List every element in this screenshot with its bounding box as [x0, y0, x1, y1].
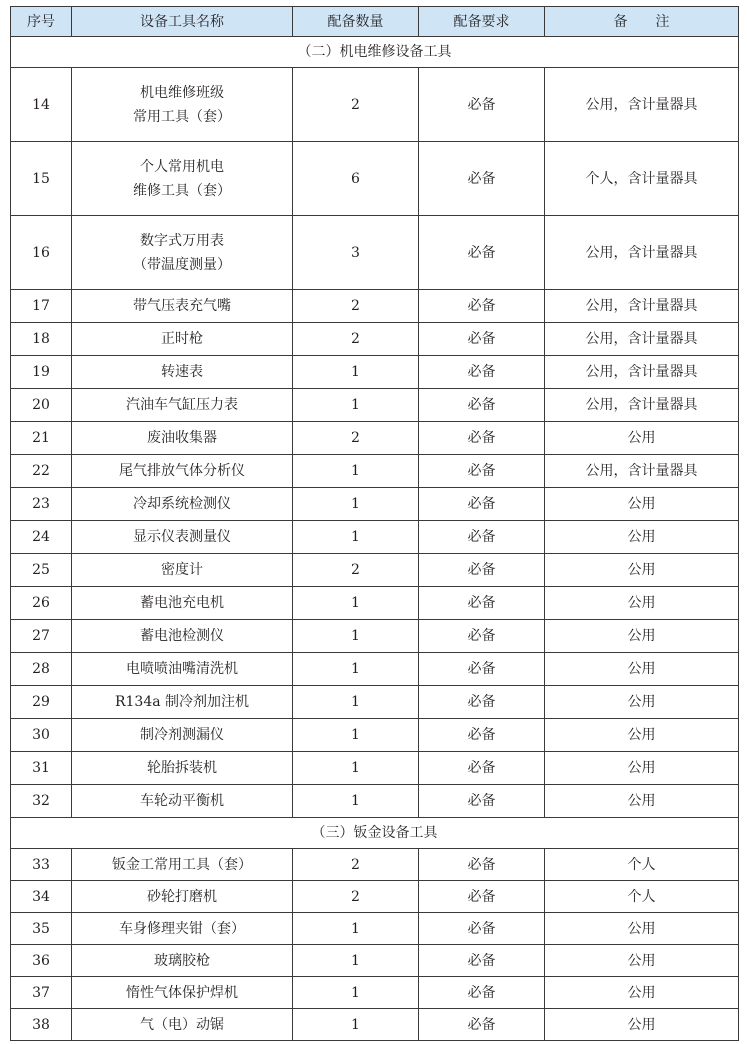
name-line: 砂轮打磨机	[147, 888, 217, 905]
cell-name	[72, 977, 293, 1009]
cell-req: 必备	[419, 68, 545, 142]
table-row	[11, 422, 739, 455]
cell-note: 公用	[545, 913, 739, 945]
cell-name	[72, 752, 293, 785]
cell-name	[72, 719, 293, 752]
cell-no: 24	[11, 521, 72, 554]
cell-note: 公用	[545, 1009, 739, 1041]
cell-req: 必备	[419, 785, 545, 818]
table-row	[11, 913, 739, 945]
table-row	[11, 554, 739, 587]
cell-note: 公用，含计量器具	[545, 323, 739, 356]
cell-req: 必备	[419, 913, 545, 945]
equipment-table	[10, 6, 739, 1041]
name-line: 车身修理夹钳（套）	[119, 920, 245, 937]
cell-qty: 1	[293, 977, 419, 1009]
cell-req: 必备	[419, 290, 545, 323]
cell-name	[72, 356, 293, 389]
cell-qty: 6	[293, 142, 419, 216]
cell-name	[72, 849, 293, 881]
table-row	[11, 686, 739, 719]
cell-no: 27	[11, 620, 72, 653]
cell-note: 公用	[545, 554, 739, 587]
cell-no: 21	[11, 422, 72, 455]
cell-qty: 1	[293, 752, 419, 785]
cell-note: 公用	[545, 977, 739, 1009]
cell-req: 必备	[419, 216, 545, 290]
cell-req: 必备	[419, 752, 545, 785]
table-body	[11, 37, 739, 1041]
table-row	[11, 1009, 739, 1041]
cell-note: 公用，含计量器具	[545, 389, 739, 422]
cell-qty: 2	[293, 422, 419, 455]
cell-note: 公用	[545, 653, 739, 686]
name-line: 蓄电池充电机	[140, 595, 224, 611]
section-row	[11, 37, 739, 68]
table-row	[11, 653, 739, 686]
table-row	[11, 977, 739, 1009]
cell-no: 29	[11, 686, 72, 719]
cell-note: 公用	[545, 785, 739, 818]
table-row	[11, 216, 739, 290]
name-line: 数字式万用表	[140, 232, 224, 249]
cell-no: 17	[11, 290, 72, 323]
header-row	[11, 7, 739, 37]
header-req: 配备要求	[419, 7, 545, 37]
cell-req: 必备	[419, 686, 545, 719]
cell-note: 公用	[545, 686, 739, 719]
section-title: （三）钣金设备工具	[11, 818, 739, 849]
table-row	[11, 881, 739, 913]
cell-note: 公用，含计量器具	[545, 68, 739, 142]
cell-qty: 2	[293, 290, 419, 323]
table-row	[11, 849, 739, 881]
cell-no: 14	[11, 68, 72, 142]
table-row	[11, 945, 739, 977]
name-line: （带温度测量）	[133, 256, 231, 273]
header-name: 设备工具名称	[72, 7, 293, 37]
cell-note: 公用，含计量器具	[545, 290, 739, 323]
cell-no: 33	[11, 849, 72, 881]
cell-qty: 1	[293, 620, 419, 653]
cell-name	[72, 1009, 293, 1041]
cell-req: 必备	[419, 945, 545, 977]
cell-qty: 2	[293, 554, 419, 587]
cell-no: 25	[11, 554, 72, 587]
table-row	[11, 488, 739, 521]
cell-req: 必备	[419, 389, 545, 422]
table-row	[11, 290, 739, 323]
cell-note: 公用	[545, 719, 739, 752]
cell-no: 15	[11, 142, 72, 216]
cell-qty: 1	[293, 587, 419, 620]
cell-no: 32	[11, 785, 72, 818]
cell-qty: 1	[293, 945, 419, 977]
cell-qty: 2	[293, 849, 419, 881]
table-row	[11, 356, 739, 389]
table-row	[11, 587, 739, 620]
cell-name	[72, 216, 293, 290]
cell-qty: 3	[293, 216, 419, 290]
cell-req: 必备	[419, 587, 545, 620]
name-line: 惰性气体保护焊机	[126, 984, 238, 1001]
name-line: 车轮动平衡机	[140, 793, 224, 809]
table-row	[11, 620, 739, 653]
cell-name	[72, 488, 293, 521]
cell-no: 31	[11, 752, 72, 785]
name-line: 常用工具（套）	[133, 108, 231, 125]
name-line: 冷却系统检测仪	[133, 496, 231, 512]
table-row	[11, 389, 739, 422]
cell-no: 36	[11, 945, 72, 977]
cell-name	[72, 142, 293, 216]
cell-note: 公用	[545, 752, 739, 785]
cell-qty: 1	[293, 521, 419, 554]
name-line: 密度计	[161, 562, 203, 578]
cell-qty: 1	[293, 719, 419, 752]
cell-note: 公用	[545, 587, 739, 620]
header-note: 备 注	[545, 7, 739, 37]
cell-req: 必备	[419, 356, 545, 389]
table-row	[11, 455, 739, 488]
cell-req: 必备	[419, 521, 545, 554]
cell-req: 必备	[419, 455, 545, 488]
cell-qty: 1	[293, 1009, 419, 1041]
cell-no: 22	[11, 455, 72, 488]
cell-note: 公用	[545, 422, 739, 455]
cell-qty: 1	[293, 488, 419, 521]
cell-no: 23	[11, 488, 72, 521]
cell-req: 必备	[419, 1009, 545, 1041]
cell-no: 26	[11, 587, 72, 620]
name-line: 个人常用机电	[140, 158, 224, 175]
cell-note: 个人	[545, 849, 739, 881]
cell-name	[72, 521, 293, 554]
cell-name	[72, 785, 293, 818]
cell-name	[72, 653, 293, 686]
cell-note: 公用，含计量器具	[545, 216, 739, 290]
cell-no: 28	[11, 653, 72, 686]
cell-no: 35	[11, 913, 72, 945]
cell-no: 34	[11, 881, 72, 913]
name-line: 电喷喷油嘴清洗机	[126, 661, 238, 677]
cell-note: 个人，含计量器具	[545, 142, 739, 216]
cell-qty: 1	[293, 389, 419, 422]
cell-name	[72, 945, 293, 977]
name-line: 正时枪	[161, 331, 203, 347]
table-row	[11, 68, 739, 142]
cell-name	[72, 620, 293, 653]
cell-no: 30	[11, 719, 72, 752]
cell-qty: 2	[293, 323, 419, 356]
section-title: （二）机电维修设备工具	[11, 37, 739, 68]
cell-req: 必备	[419, 488, 545, 521]
name-line: 转速表	[161, 364, 203, 380]
name-line: 蓄电池检测仪	[140, 628, 224, 644]
cell-qty: 1	[293, 653, 419, 686]
name-line: R134a 制冷剂加注机	[114, 694, 250, 710]
table-row	[11, 521, 739, 554]
cell-qty: 2	[293, 68, 419, 142]
cell-no: 19	[11, 356, 72, 389]
cell-name	[72, 554, 293, 587]
cell-no: 20	[11, 389, 72, 422]
name-line: 钣金工常用工具（套）	[112, 856, 252, 873]
cell-qty: 1	[293, 455, 419, 488]
name-line: 制冷剂测漏仪	[140, 727, 224, 743]
name-line: 机电维修班级	[140, 84, 224, 101]
name-line: 尾气排放气体分析仪	[119, 463, 245, 479]
cell-note: 公用	[545, 521, 739, 554]
cell-note: 公用	[545, 620, 739, 653]
cell-req: 必备	[419, 977, 545, 1009]
cell-name	[72, 913, 293, 945]
cell-no: 38	[11, 1009, 72, 1041]
cell-name	[72, 290, 293, 323]
cell-name	[72, 323, 293, 356]
cell-name	[72, 455, 293, 488]
cell-name	[72, 68, 293, 142]
name-line: 玻璃胶枪	[154, 952, 210, 969]
name-line: 汽油车气缸压力表	[126, 397, 238, 413]
cell-no: 37	[11, 977, 72, 1009]
cell-no: 18	[11, 323, 72, 356]
cell-req: 必备	[419, 422, 545, 455]
cell-qty: 1	[293, 785, 419, 818]
cell-req: 必备	[419, 719, 545, 752]
table-row	[11, 719, 739, 752]
cell-req: 必备	[419, 653, 545, 686]
name-line: 显示仪表测量仪	[133, 529, 231, 545]
cell-note: 公用，含计量器具	[545, 356, 739, 389]
cell-qty: 1	[293, 686, 419, 719]
table-row	[11, 323, 739, 356]
name-line: 维修工具（套）	[133, 182, 231, 199]
cell-name	[72, 389, 293, 422]
cell-req: 必备	[419, 142, 545, 216]
cell-req: 必备	[419, 881, 545, 913]
table-row	[11, 752, 739, 785]
cell-note: 公用，含计量器具	[545, 455, 739, 488]
cell-note: 公用	[545, 945, 739, 977]
cell-req: 必备	[419, 323, 545, 356]
name-line: 带气压表充气嘴	[133, 298, 231, 314]
name-line: 气（电）动锯	[140, 1016, 224, 1033]
cell-req: 必备	[419, 849, 545, 881]
section-row	[11, 818, 739, 849]
cell-name	[72, 587, 293, 620]
name-line: 轮胎拆装机	[147, 760, 217, 776]
equipment-table-wrapper	[10, 6, 738, 1041]
table-row	[11, 785, 739, 818]
cell-qty: 1	[293, 913, 419, 945]
cell-name	[72, 422, 293, 455]
cell-note: 公用	[545, 488, 739, 521]
header-no: 序号	[11, 7, 72, 37]
cell-qty: 2	[293, 881, 419, 913]
name-line: 废油收集器	[147, 430, 217, 446]
table-row	[11, 142, 739, 216]
cell-name	[72, 881, 293, 913]
cell-name	[72, 686, 293, 719]
cell-no: 16	[11, 216, 72, 290]
cell-note: 个人	[545, 881, 739, 913]
header-qty: 配备数量	[293, 7, 419, 37]
cell-req: 必备	[419, 620, 545, 653]
cell-req: 必备	[419, 554, 545, 587]
cell-qty: 1	[293, 356, 419, 389]
